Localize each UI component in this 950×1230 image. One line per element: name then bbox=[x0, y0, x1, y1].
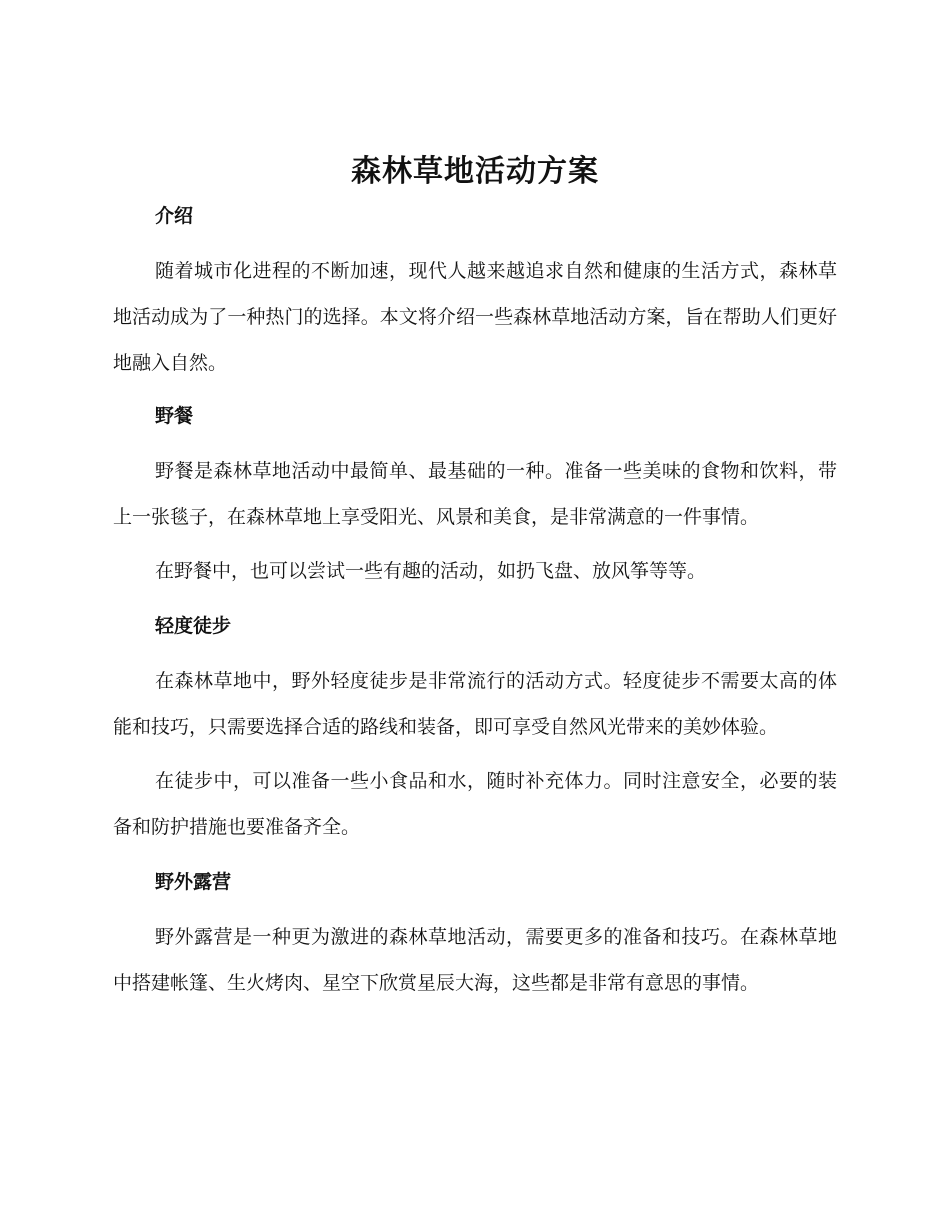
hiking-paragraph-2: 在徒步中，可以准备一些小食品和水，随时补充体力。同时注意安全，必要的装备和防护措施也要准备齐全。 bbox=[113, 770, 837, 838]
intro-paragraph: 随着城市化进程的不断加速，现代人越来越追求自然和健康的生活方式，森林草地活动成为了一种热门的选择。本文将介绍一些森林草地活动方案，旨在帮助人们更好地融入自然。 bbox=[113, 260, 837, 374]
section-heading-camping: 野外露营 bbox=[155, 871, 232, 893]
section-heading-hiking: 轻度徒步 bbox=[155, 615, 232, 637]
camping-paragraph: 野外露营是一种更为激进的森林草地活动，需要更多的准备和技巧。在森林草地中搭建帐篷、生火烤肉、星空下欣赏星辰大海，这些都是非常有意思的事情。 bbox=[113, 926, 837, 994]
section-heading-picnic: 野餐 bbox=[155, 405, 194, 427]
picnic-paragraph-1: 野餐是森林草地活动中最简单、最基础的一种。准备一些美味的食物和饮料，带上一张毯子，在森林草地上享受阳光、风景和美食，是非常满意的一件事情。 bbox=[113, 460, 837, 528]
document-title: 森林草地活动方案 bbox=[351, 154, 599, 189]
picnic-paragraph-2: 在野餐中，也可以尝试一些有趣的活动，如扔飞盘、放风筝等等。 bbox=[155, 560, 707, 582]
hiking-paragraph-1: 在森林草地中，野外轻度徒步是非常流行的活动方式。轻度徒步不需要太高的体能和技巧，只需要选择合适的路线和装备，即可享受自然风光带来的美妙体验。 bbox=[113, 670, 837, 738]
section-heading-intro: 介绍 bbox=[155, 205, 194, 227]
